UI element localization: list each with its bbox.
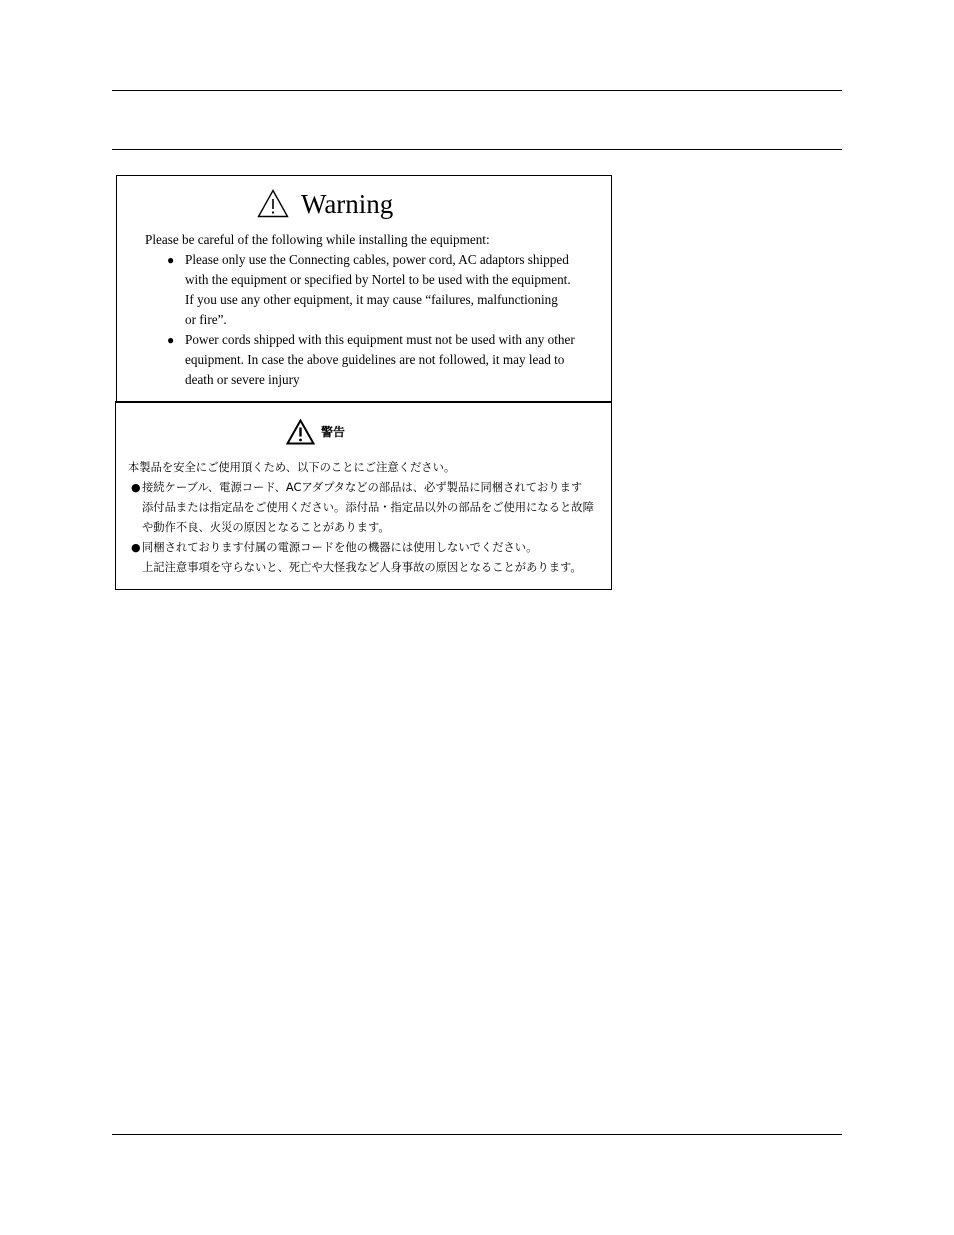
- list-item-line: 上記注意事項を守らないと、死亡や大怪我など人身事故の原因となることがあります。: [142, 561, 582, 574]
- list-item: [128, 538, 594, 578]
- list-item-line: equipment. In case the above guidelines are not followed, it may lead to: [185, 352, 565, 367]
- list-item-line: 接続ケーブル、電源コード、ACアダプタなどの部品は、必ず製品に同梱されております: [142, 481, 583, 494]
- list-item-line: や動作不良、火災の原因となることがあります。: [142, 521, 390, 534]
- list-item-line: death or severe injury: [185, 372, 300, 387]
- warning-heading-japanese: [116, 418, 611, 448]
- warning-body-english: [145, 230, 585, 390]
- bullet-icon: ●: [131, 481, 141, 494]
- warning-title: Warning: [301, 189, 394, 219]
- warning-box-japanese: [115, 401, 612, 590]
- warning-body-japanese: [128, 458, 594, 578]
- list-item-line: Please only use the Connecting cables, power cord, AC adaptors shipped: [185, 252, 569, 267]
- list-item-line: If you use any other equipment, it may cause “failures, malfunctioning: [185, 292, 558, 307]
- list-item: [145, 330, 585, 390]
- footer-rule: [112, 1134, 842, 1135]
- header-rule-bottom: [112, 149, 842, 150]
- warning-heading-english: [117, 188, 611, 222]
- warning-box-english: [116, 175, 612, 403]
- list-item-line: 添付品または指定品をご使用ください。添付品・指定品以外の部品をご使用になると故障: [142, 501, 594, 514]
- warning-intro-japanese: 本製品を安全にご使用頂くため、以下のことにご注意ください。: [128, 461, 456, 474]
- header-rule-top: [112, 90, 842, 91]
- list-item-line: Power cords shipped with this equipment must not be used with any other: [185, 332, 575, 347]
- bullet-icon: ●: [167, 333, 175, 347]
- warning-list-japanese: [128, 478, 594, 578]
- warning-list: [145, 250, 585, 390]
- list-item: [145, 250, 585, 330]
- list-item-line: with the equipment or specified by Nortel to be used with the equipment.: [185, 272, 571, 287]
- bullet-icon: ●: [131, 541, 141, 554]
- bullet-icon: ●: [167, 253, 175, 267]
- warning-triangle-icon: [286, 419, 315, 445]
- list-item: [128, 478, 594, 538]
- warning-title-japanese: 警告: [321, 425, 346, 439]
- warning-triangle-icon: [257, 189, 289, 218]
- list-item-line: 同梱されております付属の電源コードを他の機器には使用しないでください。: [142, 541, 538, 554]
- list-item-line: or fire”.: [185, 312, 227, 327]
- warning-intro: Please be careful of the following while installing the equipment:: [145, 232, 490, 247]
